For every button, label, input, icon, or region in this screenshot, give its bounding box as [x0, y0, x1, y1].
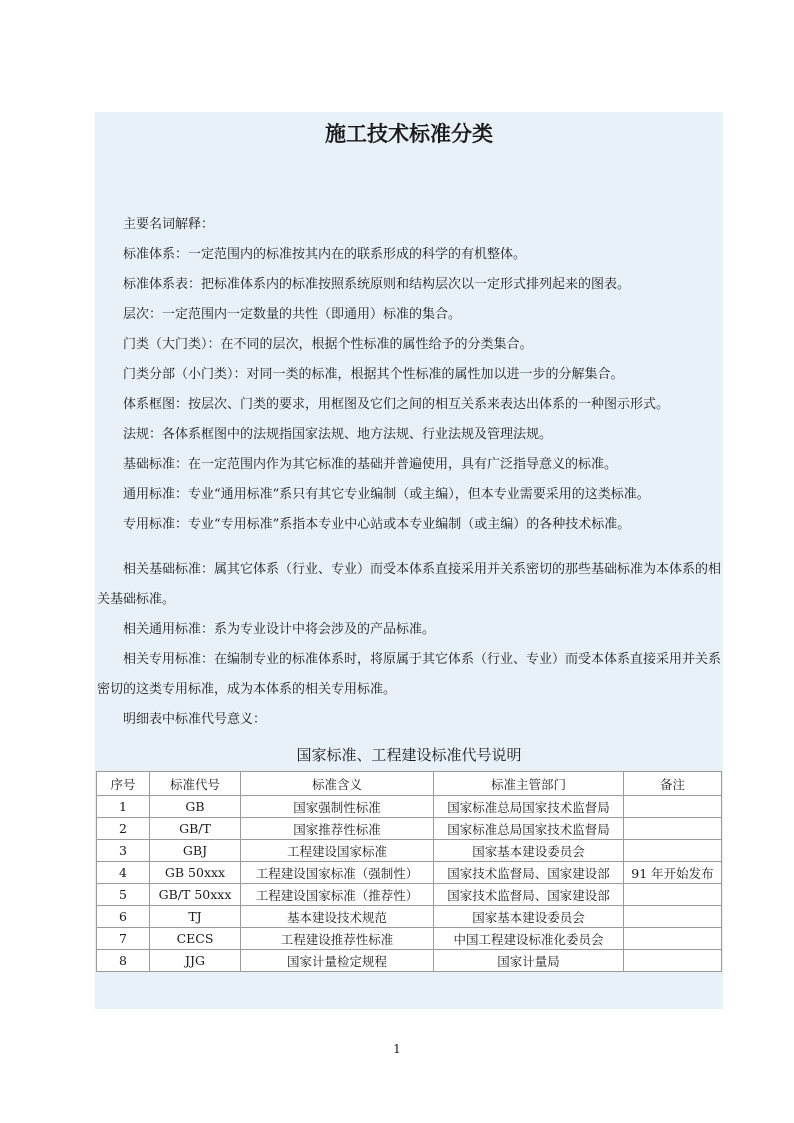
cell-index: 6 [97, 906, 150, 928]
cell-code: GB/T [150, 818, 241, 840]
cell-remarks [624, 840, 722, 862]
intro-label: 主要名词解释： [123, 217, 215, 232]
definition-general-standard: 通用标准：专业“通用标准”系只有其它专业编制（或主编），但本专业需要采用的这类标准。 [123, 487, 650, 502]
definition-special-standard: 专用标准：专业“专用标准”系指本专业中心站或本专业编制（或主编）的各种技术标准。 [123, 517, 631, 532]
definition-basic-standard: 基础标准：在一定范围内作为其它标准的基础并普遍使用，具有广泛指导意义的标准。 [123, 457, 618, 472]
cell-code: GB [150, 796, 241, 818]
cell-authority: 国家计量局 [434, 950, 624, 972]
cell-index: 7 [97, 928, 150, 950]
cell-meaning: 国家强制性标准 [241, 796, 434, 818]
definition-system-diagram: 体系框图：按层次、门类的要求，用框图及它们之间的相互关系来表达出体系的一种图示形式。 [123, 397, 670, 412]
cell-meaning: 国家计量检定规程 [241, 950, 434, 972]
cell-index: 8 [97, 950, 150, 972]
cell-meaning: 国家推荐性标准 [241, 818, 434, 840]
header-remarks: 备注 [624, 772, 722, 796]
table-row [97, 906, 722, 928]
cell-code: TJ [150, 906, 241, 928]
cell-authority: 国家标准总局国家技术监督局 [434, 818, 624, 840]
cell-code: GB/T 50xxx [150, 884, 241, 906]
cell-meaning: 工程建设国家标准（推荐性） [241, 884, 434, 906]
cell-authority: 中国工程建设标准化委员会 [434, 928, 624, 950]
cell-remarks [624, 950, 722, 972]
header-authority: 标准主管部门 [434, 772, 624, 796]
definition-standard-system: 标准体系：一定范围内的标准按其内在的联系形成的科学的有机整体。 [123, 247, 527, 262]
definition-level: 层次：一定范围内一定数量的共性（即通用）标准的集合。 [123, 307, 462, 322]
table-row [97, 796, 722, 818]
cell-index: 1 [97, 796, 150, 818]
document-title: 施工技术标准分类 [325, 122, 493, 146]
cell-remarks: 91 年开始发布 [624, 862, 722, 884]
cell-authority: 国家技术监督局、国家建设部 [434, 884, 624, 906]
cell-index: 3 [97, 840, 150, 862]
cell-index: 2 [97, 818, 150, 840]
definition-related-special-standard: 相关专用标准：在编制专业的标准体系时，将原属于其它体系（行业、专业）而受本体系直接采用并关系密切的这类专用标准，成为本体系的相关专用标准。 [97, 652, 722, 697]
header-meaning: 标准含义 [241, 772, 434, 796]
table-row [97, 950, 722, 972]
cell-remarks [624, 884, 722, 906]
header-code: 标准代号 [150, 772, 241, 796]
cell-authority: 国家基本建设委员会 [434, 840, 624, 862]
table-caption: 国家标准、工程建设标准代号说明 [296, 746, 522, 764]
table-header-row [97, 772, 722, 796]
cell-code: GB 50xxx [150, 862, 241, 884]
cell-index: 4 [97, 862, 150, 884]
definition-standard-system-table: 标准体系表：把标准体系内的标准按照系统原则和结构层次以一定形式排列起来的图表。 [123, 277, 631, 292]
definition-related-general-standard: 相关通用标准：系为专业设计中将会涉及的产品标准。 [123, 622, 436, 637]
cell-meaning: 基本建设技术规范 [241, 906, 434, 928]
definition-major-category: 门类（大门类）：在不同的层次，根据个性标准的属性给予的分类集合。 [123, 337, 533, 352]
definition-minor-category: 门类分部（小门类）：对同一类的标准，根据其个性标准的属性加以进一步的分解集合。 [123, 367, 624, 382]
cell-meaning: 工程建设国家标准（强制性） [241, 862, 434, 884]
cell-authority: 国家标准总局国家技术监督局 [434, 796, 624, 818]
table-row [97, 840, 722, 862]
cell-remarks [624, 928, 722, 950]
table-row [97, 862, 722, 884]
definition-regulations: 法规：各体系框图中的法规指国家法规、地方法规、行业法规及管理法规。 [123, 427, 553, 442]
cell-authority: 国家技术监督局、国家建设部 [434, 862, 624, 884]
cell-code: CECS [150, 928, 241, 950]
table-row [97, 884, 722, 906]
cell-meaning: 工程建设国家标准 [241, 840, 434, 862]
table-row [97, 818, 722, 840]
definition-related-basic-standard: 相关基础标准：属其它体系（行业、专业）而受本体系直接采用并关系密切的那些基础标准为本体系的相关基础标准。 [97, 562, 722, 607]
table-row [97, 928, 722, 950]
header-index: 序号 [97, 772, 150, 796]
table-intro: 明细表中标准代号意义： [123, 712, 267, 727]
page-number: 1 [393, 1042, 401, 1056]
cell-remarks [624, 818, 722, 840]
standard-code-table [96, 771, 722, 972]
cell-index: 5 [97, 884, 150, 906]
cell-remarks [624, 796, 722, 818]
cell-code: GBJ [150, 840, 241, 862]
cell-meaning: 工程建设推荐性标准 [241, 928, 434, 950]
cell-remarks [624, 906, 722, 928]
cell-code: JJG [150, 950, 241, 972]
cell-authority: 国家基本建设委员会 [434, 906, 624, 928]
